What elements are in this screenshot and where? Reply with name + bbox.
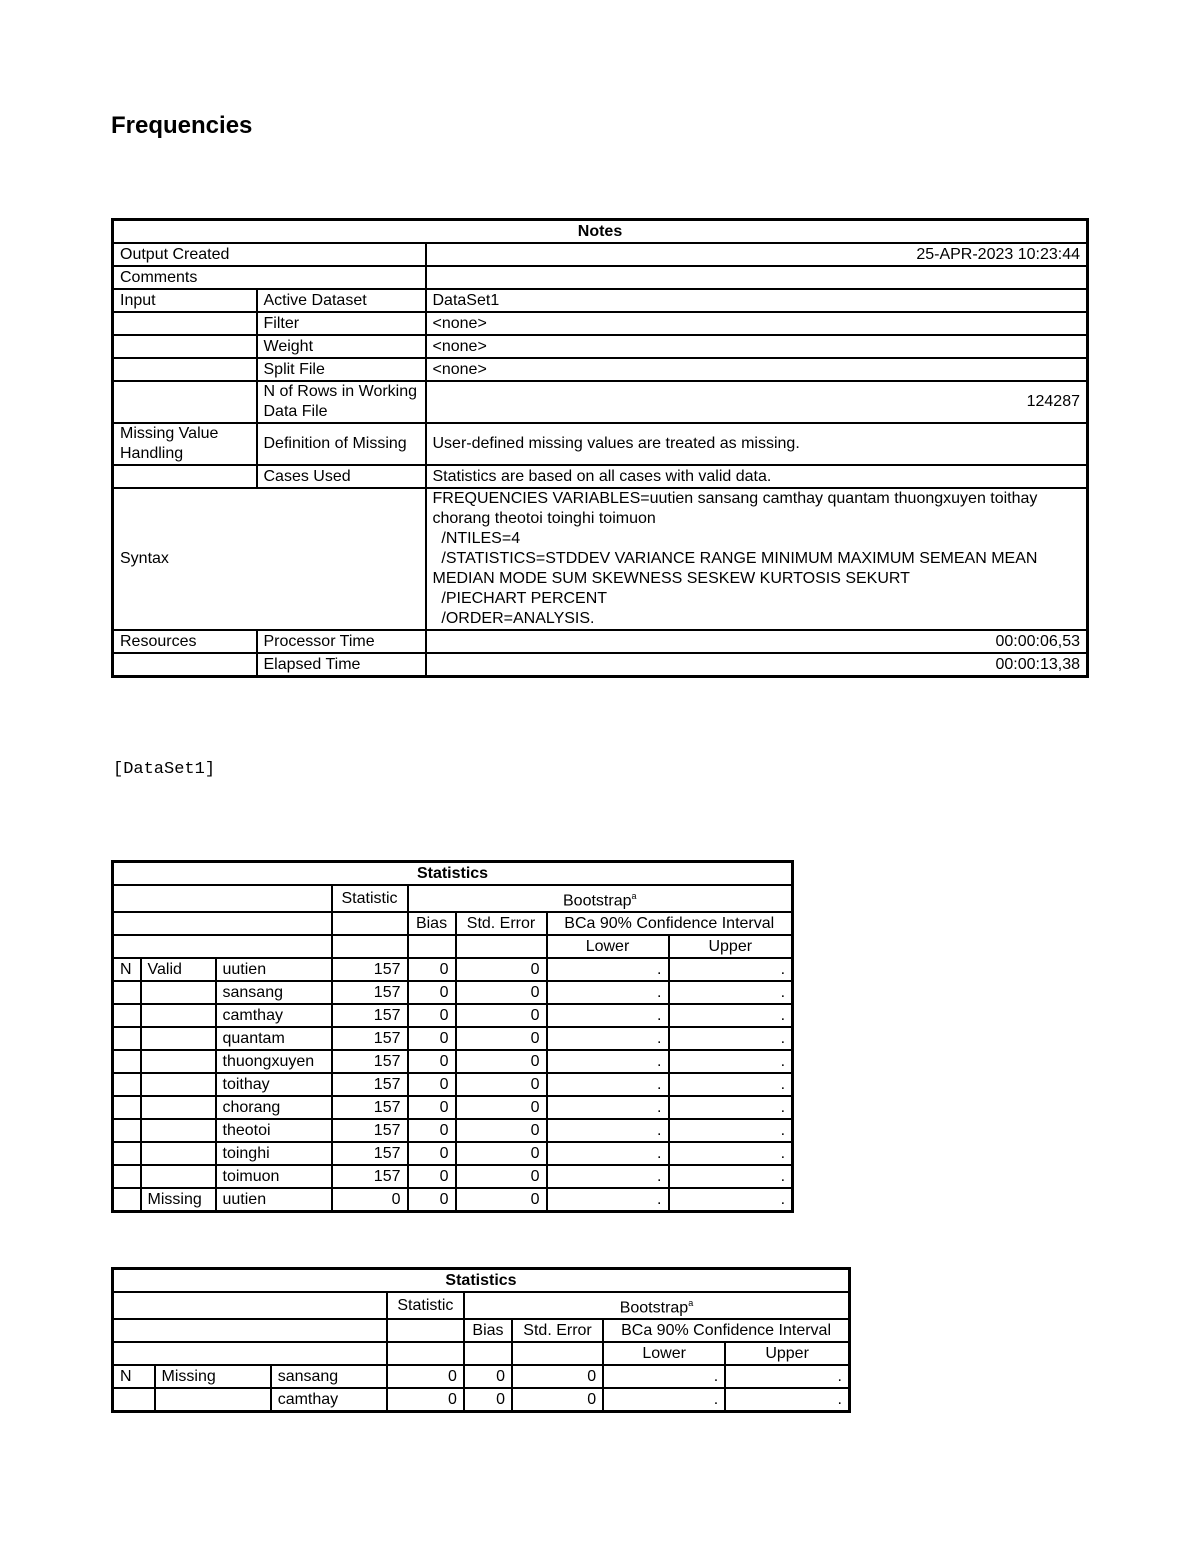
statistic-cell: 157 [332,1004,408,1027]
notes-row-n-rows [113,381,1088,423]
n-cell [113,1027,141,1050]
std-error-cell: 0 [456,1188,547,1212]
group-cell [141,1027,216,1050]
upper-cell: . [725,1388,849,1412]
filter-label: Filter [257,312,426,335]
lower-cell: . [547,1004,669,1027]
n-cell [113,1050,141,1073]
comments-value [426,266,1088,289]
statistics-table-1 [111,860,794,1213]
notes-row-comments [113,266,1088,289]
n-cell [113,1165,141,1188]
notes-row-processor-time [113,630,1088,653]
notes-row-definition-missing [113,423,1088,465]
notes-row-cases-used [113,465,1088,488]
lower-header: Lower [547,935,669,958]
bias-cell: 0 [408,1073,456,1096]
empty-cell [113,885,332,912]
notes-row-active-dataset [113,289,1088,312]
empty-cell [113,312,257,335]
std-error-cell: 0 [456,1165,547,1188]
table-row [113,1188,793,1212]
variable-cell: quantam [216,1027,332,1050]
statistics-title: Statistics [113,862,793,886]
footnote-mark: a [631,891,637,901]
bca-header: BCa 90% Confidence Interval [547,912,793,935]
group-cell [141,1050,216,1073]
variable-cell: thuongxuyen [216,1050,332,1073]
definition-missing-label: Definition of Missing [257,423,426,465]
n-cell: N [113,958,141,981]
bias-cell: 0 [408,1050,456,1073]
filter-value: <none> [426,312,1088,335]
input-label: Input [113,289,257,312]
output-created-label: Output Created [113,243,426,266]
table-row [113,1096,793,1119]
bias-cell: 0 [464,1365,512,1388]
statistic-cell: 157 [332,1165,408,1188]
upper-cell: . [669,1142,793,1165]
elapsed-time-label: Elapsed Time [257,653,426,677]
statistic-header: Statistic [332,885,408,912]
lower-cell: . [547,1096,669,1119]
statistic-cell: 157 [332,981,408,1004]
empty-cell [464,1342,512,1365]
bias-header: Bias [408,912,456,935]
upper-cell: . [669,981,793,1004]
upper-header: Upper [725,1342,849,1365]
notes-row-output-created [113,243,1088,266]
bias-cell: 0 [408,958,456,981]
footnote-mark: a [688,1298,694,1308]
weight-label: Weight [257,335,426,358]
lower-cell: . [603,1388,725,1412]
table-row [113,1388,850,1412]
upper-cell: . [725,1365,849,1388]
active-dataset-value: DataSet1 [426,289,1088,312]
std-error-cell: 0 [456,981,547,1004]
empty-cell [332,935,408,958]
table-row [113,1165,793,1188]
empty-cell [113,912,332,935]
empty-cell [113,935,332,958]
group-cell [141,1096,216,1119]
group-cell [141,1119,216,1142]
upper-cell: . [669,1050,793,1073]
lower-cell: . [547,1142,669,1165]
statistic-cell: 157 [332,1119,408,1142]
n-cell [113,981,141,1004]
upper-cell: . [669,1004,793,1027]
cases-used-label: Cases Used [257,465,426,488]
statistic-cell: 0 [387,1388,464,1412]
upper-cell: . [669,1119,793,1142]
active-dataset-label: Active Dataset [257,289,426,312]
lower-cell: . [547,1027,669,1050]
n-cell [113,1388,155,1412]
n-cell [113,1142,141,1165]
comments-label: Comments [113,266,426,289]
variable-cell: camthay [216,1004,332,1027]
notes-row-split-file [113,358,1088,381]
statistics-body-2 [113,1365,850,1412]
notes-row-weight [113,335,1088,358]
group-cell [155,1388,271,1412]
statistic-header: Statistic [387,1292,464,1319]
bias-cell: 0 [408,1142,456,1165]
statistic-cell: 0 [387,1365,464,1388]
std-error-cell: 0 [456,958,547,981]
lower-cell: . [547,1073,669,1096]
std-error-cell: 0 [512,1365,603,1388]
lower-header: Lower [603,1342,725,1365]
variable-cell: sansang [271,1365,387,1388]
variable-cell: theotoi [216,1119,332,1142]
bias-header: Bias [464,1319,512,1342]
empty-cell [113,1292,387,1319]
definition-missing-value: User-defined missing values are treated as missing. [426,423,1088,465]
empty-cell [113,653,257,677]
empty-cell [113,358,257,381]
empty-cell [113,1342,387,1365]
table-row [113,1027,793,1050]
statistics-table-2 [111,1267,851,1413]
variable-cell: uutien [216,958,332,981]
std-error-cell: 0 [456,1027,547,1050]
lower-cell: . [547,958,669,981]
syntax-label: Syntax [113,488,426,630]
bootstrap-header [408,885,793,912]
empty-cell [387,1319,464,1342]
std-error-cell: 0 [456,1119,547,1142]
notes-row-syntax [113,488,1088,630]
group-cell [141,1165,216,1188]
group-cell [141,1004,216,1027]
bootstrap-label: Bootstrap [563,892,632,910]
n-cell [113,1119,141,1142]
empty-cell [456,935,547,958]
syntax-value: FREQUENCIES VARIABLES=uutien sansang camthay quantam thuongxuyen toithay chorang theotoi toinghi toimuon /NTILES=4 /STATISTICS=STDDEV VARIANCE RANGE MINIMUM MAXIMUM SEMEAN MEAN MEDIAN MODE SUM SKEWNESS SESKEW KURTOSIS SEKURT /PIECHART PERCENT /ORDER=ANALYSIS. [426,488,1088,630]
empty-cell [113,335,257,358]
bias-cell: 0 [408,1096,456,1119]
upper-cell: . [669,1188,793,1212]
bias-cell: 0 [408,1165,456,1188]
processor-time-value: 00:00:06,53 [426,630,1088,653]
group-cell [141,1073,216,1096]
empty-cell [408,935,456,958]
variable-cell: toinghi [216,1142,332,1165]
table-row [113,981,793,1004]
statistic-cell: 0 [332,1188,408,1212]
lower-cell: . [603,1365,725,1388]
table-row [113,1073,793,1096]
group-cell [141,1142,216,1165]
variable-cell: chorang [216,1096,332,1119]
variable-cell: camthay [271,1388,387,1412]
dataset-tag: [DataSet1] [113,760,216,779]
bias-cell: 0 [464,1388,512,1412]
bias-cell: 0 [408,1004,456,1027]
split-file-label: Split File [257,358,426,381]
bca-header: BCa 90% Confidence Interval [603,1319,849,1342]
std-error-cell: 0 [456,1142,547,1165]
table-row [113,1119,793,1142]
statistic-cell: 157 [332,1027,408,1050]
empty-cell [387,1342,464,1365]
n-cell [113,1188,141,1212]
weight-value: <none> [426,335,1088,358]
output-created-value: 25-APR-2023 10:23:44 [426,243,1088,266]
std-error-cell: 0 [456,1096,547,1119]
resources-label: Resources [113,630,257,653]
statistic-cell: 157 [332,1096,408,1119]
lower-cell: . [547,981,669,1004]
processor-time-label: Processor Time [257,630,426,653]
lower-cell: . [547,1050,669,1073]
missing-handling-label: Missing Value Handling [113,423,257,465]
bias-cell: 0 [408,981,456,1004]
table-row [113,958,793,981]
statistic-cell: 157 [332,958,408,981]
notes-table [111,218,1089,678]
empty-cell [113,465,257,488]
group-cell: Missing [141,1188,216,1212]
variable-cell: toimuon [216,1165,332,1188]
statistic-cell: 157 [332,1142,408,1165]
upper-cell: . [669,1073,793,1096]
std-error-cell: 0 [456,1050,547,1073]
elapsed-time-value: 00:00:13,38 [426,653,1088,677]
table-row [113,1142,793,1165]
table-row [113,1004,793,1027]
bootstrap-label: Bootstrap [619,1299,689,1317]
bias-cell: 0 [408,1119,456,1142]
std-error-header: Std. Error [512,1319,603,1342]
std-error-cell: 0 [512,1388,603,1412]
notes-row-filter [113,312,1088,335]
empty-cell [113,1319,387,1342]
notes-title: Notes [113,220,1088,244]
statistics-title: Statistics [113,1269,850,1293]
group-cell: Valid [141,958,216,981]
bootstrap-header [464,1292,850,1319]
group-cell: Missing [155,1365,271,1388]
empty-cell [512,1342,603,1365]
upper-cell: . [669,1027,793,1050]
split-file-value: <none> [426,358,1088,381]
std-error-cell: 0 [456,1004,547,1027]
lower-cell: . [547,1119,669,1142]
upper-header: Upper [669,935,793,958]
notes-row-elapsed-time [113,653,1088,677]
table-row [113,1050,793,1073]
n-cell [113,1096,141,1119]
empty-cell [113,381,257,423]
std-error-header: Std. Error [456,912,547,935]
upper-cell: . [669,1096,793,1119]
statistics-body-1 [113,958,793,1212]
variable-cell: uutien [216,1188,332,1212]
n-cell [113,1004,141,1027]
group-cell [141,981,216,1004]
variable-cell: sansang [216,981,332,1004]
bias-cell: 0 [408,1188,456,1212]
empty-cell [332,912,408,935]
n-cell [113,1073,141,1096]
variable-cell: toithay [216,1073,332,1096]
upper-cell: . [669,1165,793,1188]
cases-used-value: Statistics are based on all cases with valid data. [426,465,1088,488]
statistic-cell: 157 [332,1050,408,1073]
bias-cell: 0 [408,1027,456,1050]
table-row [113,1365,850,1388]
lower-cell: . [547,1165,669,1188]
n-cell: N [113,1365,155,1388]
upper-cell: . [669,958,793,981]
n-rows-label: N of Rows in Working Data File [257,381,426,423]
page-title: Frequencies [111,112,253,139]
n-rows-value: 124287 [426,381,1088,423]
statistic-cell: 157 [332,1073,408,1096]
lower-cell: . [547,1188,669,1212]
std-error-cell: 0 [456,1073,547,1096]
